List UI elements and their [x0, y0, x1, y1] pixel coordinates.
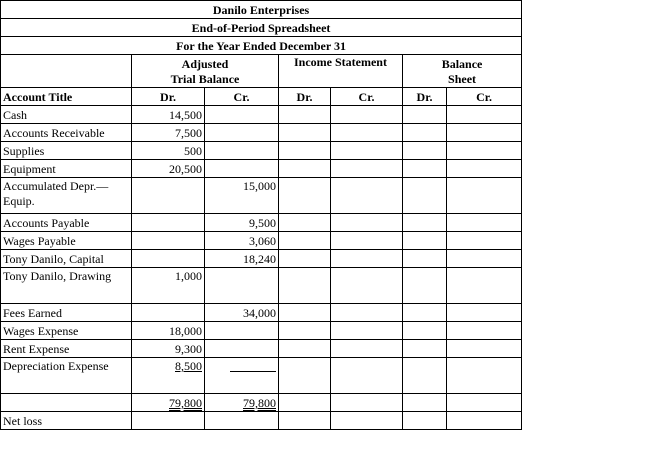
- account-capital: Tony Danilo, Capital: [1, 250, 132, 268]
- net-loss-label: Net loss: [1, 412, 132, 430]
- account-fees-earned: Fees Earned: [1, 304, 132, 322]
- tb-cr-cell: [205, 358, 279, 394]
- bs-dr-cell: [403, 160, 447, 178]
- bs-cr-header: Cr.: [447, 88, 522, 106]
- account-title-header: Account Title: [1, 88, 132, 106]
- bs-cr-cell: [447, 178, 522, 214]
- is-cr-cell: [331, 142, 403, 160]
- is-cr-cell: [331, 160, 403, 178]
- bs-cr-cell: [447, 304, 522, 322]
- tb-dr-total: 79,800: [169, 396, 202, 410]
- account-drawing: Tony Danilo, Drawing: [1, 268, 132, 304]
- balance-label: Balance: [441, 57, 483, 71]
- bs-cr-cell: [447, 358, 522, 394]
- bs-cr-cell: [447, 340, 522, 358]
- is-cr-cell: [331, 268, 403, 304]
- table-row: [1, 178, 522, 214]
- account-rent-expense: Rent Expense: [1, 340, 132, 358]
- balance-sheet-header: [403, 55, 522, 88]
- is-cr-cell: [331, 304, 403, 322]
- bs-cr-cell: [447, 412, 522, 430]
- bs-dr-cell: [403, 232, 447, 250]
- bs-dr-header: Dr.: [403, 88, 447, 106]
- is-cr-cell: [331, 214, 403, 232]
- table-row: [1, 250, 522, 268]
- table-row: [1, 268, 522, 304]
- tb-cr-cell: [205, 106, 279, 124]
- bs-cr-cell: [447, 250, 522, 268]
- is-dr-cell: [279, 232, 331, 250]
- tb-dr-cell: [132, 214, 205, 232]
- account-wages-payable: Wages Payable: [1, 232, 132, 250]
- is-cr-cell: [331, 358, 403, 394]
- is-dr-cell: [279, 304, 331, 322]
- table-row: [1, 142, 522, 160]
- totals-label-cell: [1, 394, 132, 412]
- bs-dr-cell: [403, 214, 447, 232]
- is-dr-cell: [279, 412, 331, 430]
- table-row: [1, 322, 522, 340]
- is-dr-cell: [279, 268, 331, 304]
- account-depreciation-expense: Depreciation Expense: [1, 358, 132, 394]
- tb-cr-header: Cr.: [205, 88, 279, 106]
- bs-dr-cell: [403, 322, 447, 340]
- tb-dr-cell: [132, 178, 205, 214]
- bs-dr-cell: [403, 268, 447, 304]
- is-cr-cell: [331, 322, 403, 340]
- table-row: [1, 304, 522, 322]
- account-wages-expense: Wages Expense: [1, 322, 132, 340]
- tb-dr-cell: 18,000: [132, 322, 205, 340]
- is-cr-header: Cr.: [331, 88, 403, 106]
- is-cr-cell: [331, 394, 403, 412]
- tb-dr-cell: [132, 250, 205, 268]
- is-dr-cell: [279, 178, 331, 214]
- bs-cr-cell: [447, 160, 522, 178]
- tb-dr-cell: [132, 358, 205, 394]
- totals-row: [1, 394, 522, 412]
- tb-dr-cell: [132, 304, 205, 322]
- bs-dr-cell: [403, 250, 447, 268]
- bs-cr-cell: [447, 142, 522, 160]
- table-row: [1, 340, 522, 358]
- bs-dr-cell: [403, 340, 447, 358]
- account-accounts-receivable: Accounts Receivable: [1, 124, 132, 142]
- tb-cr-cell: 3,060: [205, 232, 279, 250]
- tb-cr-cell: [205, 124, 279, 142]
- tb-dr-cell: 20,500: [132, 160, 205, 178]
- tb-cr-cell: [205, 322, 279, 340]
- is-cr-cell: [331, 124, 403, 142]
- adjusted-label: Adjusted: [181, 57, 229, 71]
- period-label: For the Year Ended December 31: [1, 37, 522, 55]
- income-statement-label: Income Statement: [294, 55, 387, 69]
- bs-cr-cell: [447, 124, 522, 142]
- tb-dr-cell: [132, 412, 205, 430]
- tb-cr-cell: 34,000: [205, 304, 279, 322]
- account-accounts-payable: Accounts Payable: [1, 214, 132, 232]
- trial-balance-label: Trial Balance: [170, 72, 240, 86]
- bs-dr-cell: [403, 178, 447, 214]
- is-cr-cell: [331, 412, 403, 430]
- tb-cr-total: 79,800: [243, 396, 276, 410]
- tb-cr-cell: [205, 160, 279, 178]
- table-row: [1, 160, 522, 178]
- bs-dr-cell: [403, 106, 447, 124]
- is-dr-cell: [279, 394, 331, 412]
- tb-cr-cell: 18,240: [205, 250, 279, 268]
- bs-cr-cell: [447, 232, 522, 250]
- account-accumulated-depreciation: Accumulated Depr.—Equip.: [1, 178, 132, 214]
- sheet-label: Sheet: [448, 72, 477, 86]
- tb-dr-cell: 9,300: [132, 340, 205, 358]
- tb-cr-cell: [205, 340, 279, 358]
- tb-dr-cell: 1,000: [132, 268, 205, 304]
- income-statement-header: [279, 55, 403, 88]
- is-cr-cell: [331, 232, 403, 250]
- bs-cr-cell: [447, 322, 522, 340]
- table-row: [1, 358, 522, 394]
- is-dr-cell: [279, 106, 331, 124]
- bs-dr-cell: [403, 124, 447, 142]
- is-dr-cell: [279, 124, 331, 142]
- tb-cr-cell: 9,500: [205, 214, 279, 232]
- is-dr-cell: [279, 322, 331, 340]
- account-cash: Cash: [1, 106, 132, 124]
- account-equipment: Equipment: [1, 160, 132, 178]
- blank-header-cell: [1, 55, 132, 88]
- is-dr-header: Dr.: [279, 88, 331, 106]
- bs-dr-cell: [403, 394, 447, 412]
- tb-cr-cell: [205, 412, 279, 430]
- bs-dr-cell: [403, 412, 447, 430]
- company-name: Danilo Enterprises: [1, 1, 522, 19]
- bs-cr-cell: [447, 394, 522, 412]
- is-dr-cell: [279, 142, 331, 160]
- tb-cr-cell: 15,000: [205, 178, 279, 214]
- tb-dr-total-cell: [132, 394, 205, 412]
- is-cr-cell: [331, 178, 403, 214]
- depreciation-dr-value: 8,500: [175, 359, 202, 373]
- tb-cr-total-cell: [205, 394, 279, 412]
- is-dr-cell: [279, 160, 331, 178]
- tb-dr-cell: 500: [132, 142, 205, 160]
- is-cr-cell: [331, 106, 403, 124]
- is-dr-cell: [279, 340, 331, 358]
- is-cr-cell: [331, 250, 403, 268]
- bs-dr-cell: [403, 358, 447, 394]
- bs-dr-cell: [403, 304, 447, 322]
- tb-dr-cell: 14,500: [132, 106, 205, 124]
- tb-dr-cell: [132, 232, 205, 250]
- is-dr-cell: [279, 358, 331, 394]
- sheet-title: End-of-Period Spreadsheet: [1, 19, 522, 37]
- tb-cr-cell: [205, 142, 279, 160]
- table-row: [1, 124, 522, 142]
- bs-cr-cell: [447, 214, 522, 232]
- table-row: [1, 106, 522, 124]
- table-row: [1, 232, 522, 250]
- bs-cr-cell: [447, 106, 522, 124]
- underline-rule: [230, 359, 276, 372]
- account-supplies: Supplies: [1, 142, 132, 160]
- is-dr-cell: [279, 214, 331, 232]
- bs-dr-cell: [403, 142, 447, 160]
- tb-dr-header: Dr.: [132, 88, 205, 106]
- is-cr-cell: [331, 340, 403, 358]
- bs-cr-cell: [447, 268, 522, 304]
- is-dr-cell: [279, 250, 331, 268]
- net-loss-row: [1, 412, 522, 430]
- tb-dr-cell: 7,500: [132, 124, 205, 142]
- table-row: [1, 214, 522, 232]
- tb-cr-cell: [205, 268, 279, 304]
- adjusted-trial-balance-header: [132, 55, 279, 88]
